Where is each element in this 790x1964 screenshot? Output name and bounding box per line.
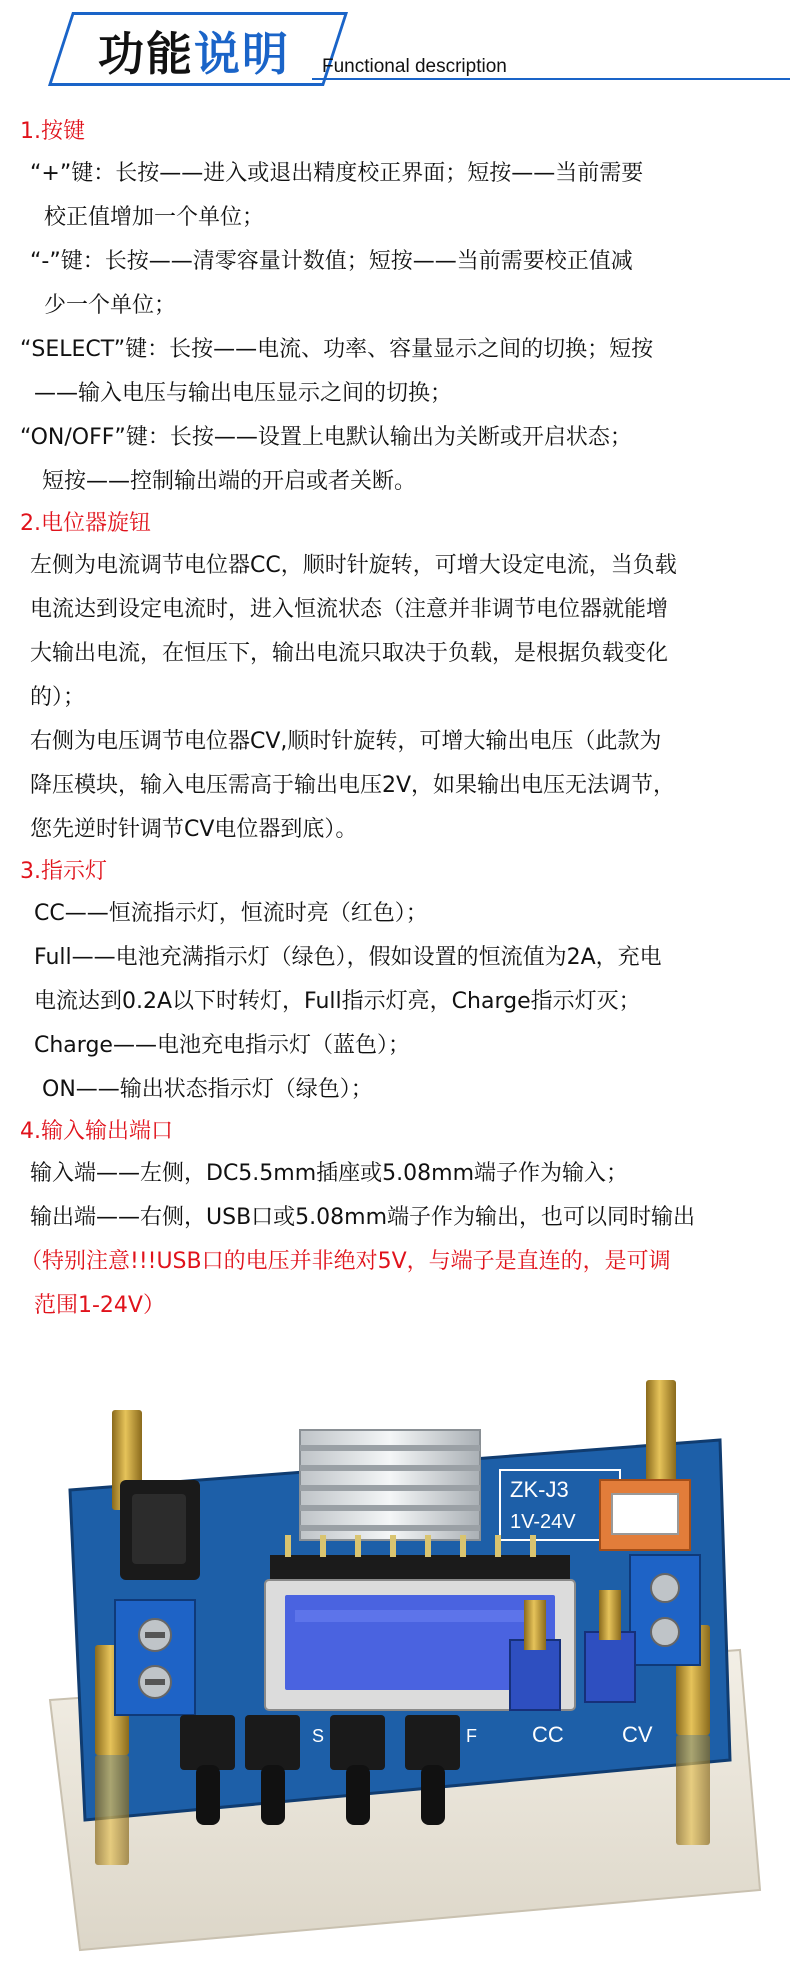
text-line: 输出端——右侧，USB口或5.08mm端子作为输出，也可以同时输出 (30, 1205, 696, 1230)
label-s: S (312, 1726, 325, 1746)
text-line: 电流达到0.2A以下时转灯，Full指示灯亮，Charge指示灯灭； (34, 989, 641, 1014)
warning-line: （特别注意!!!USB口的电压并非绝对5V，与端子是直连的，是可调 (20, 1249, 671, 1274)
text-line: 右侧为电压调节电位器CV,顺时针旋转，可增大输出电压（此款为 (30, 729, 662, 754)
heatsink (300, 1430, 480, 1540)
dc-jack (120, 1480, 200, 1580)
title-part-blue: 说明 (194, 27, 290, 81)
section-ports (20, 1112, 770, 1328)
section-title: 1.按键 (20, 119, 85, 144)
text-line: 您先逆时针调节CV电位器到底）。 (30, 817, 358, 842)
page-title (98, 18, 290, 84)
text-line: 左侧为电流调节电位器CC，顺时针旋转，可增大设定电流，当负载 (30, 553, 677, 578)
warning-line: 范围1-24V） (34, 1293, 165, 1318)
section-title: 3.指示灯 (20, 859, 107, 884)
header-banner (0, 0, 790, 95)
text-line: 输入端——左侧，DC5.5mm插座或5.08mm端子作为输入； (30, 1161, 628, 1186)
section-buttons (20, 112, 770, 504)
module-illustration (0, 1370, 790, 1960)
standoff-top-right (646, 1380, 676, 1490)
text-line: Charge——电池充电指示灯（蓝色）； (34, 1033, 410, 1058)
label-cv: CV (622, 1722, 653, 1747)
output-terminal-block (630, 1555, 700, 1665)
text-line: 短按——控制输出端的开启或者关断。 (42, 469, 417, 494)
section-title: 2.电位器旋钮 (20, 511, 151, 536)
text-line: 降压模块，输入电压需高于输出电压2V，如果输出电压无法调节， (30, 773, 676, 798)
text-line: “-”键：长按——清零容量计数值；短按——当前需要校正值减 (30, 249, 633, 274)
text-line: “SELECT”键：长按——电流、功率、容量显示之间的切换；短按 (20, 337, 654, 362)
label-f: F (466, 1726, 477, 1746)
description-content (20, 112, 770, 1328)
header-divider (312, 78, 790, 80)
section-potentiometers (20, 504, 770, 852)
text-line: ON——输出状态指示灯（绿色）； (42, 1077, 373, 1102)
text-line: Full——电池充满指示灯（绿色），假如设置的恒流值为2A，充电 (34, 945, 662, 970)
text-line: “ON/OFF”键：长按——设置上电默认输出为关断或开启状态； (20, 425, 632, 450)
text-line: “+”键：长按——进入或退出精度校正界面；短按——当前需要 (30, 161, 644, 186)
text-line: 校正值增加一个单位； (44, 205, 265, 230)
text-line: ——输入电压与输出电压显示之间的切换； (34, 381, 453, 406)
input-terminal-block (115, 1600, 195, 1715)
usb-port (600, 1480, 690, 1550)
text-line: 大输出电流，在恒压下，输出电流只取决于负载，是根据负载变化 (30, 641, 669, 666)
product-photo (0, 1370, 790, 1960)
board-voltage-label: 1V-24V (510, 1511, 576, 1533)
text-line: CC——恒流指示灯，恒流时亮（红色）； (34, 901, 428, 926)
text-line: 少一个单位； (44, 293, 177, 318)
section-title: 4.输入输出端口 (20, 1119, 173, 1144)
page-subtitle: Functional description (322, 56, 507, 77)
title-part-black: 功能 (98, 27, 194, 81)
section-indicators (20, 852, 770, 1112)
text-line: 的）； (30, 685, 86, 710)
text-line: 电流达到设定电流时，进入恒流状态（注意并非调节电位器就能增 (30, 597, 669, 622)
label-cc: CC (532, 1722, 564, 1747)
board-model-label: ZK-J3 (510, 1477, 569, 1502)
